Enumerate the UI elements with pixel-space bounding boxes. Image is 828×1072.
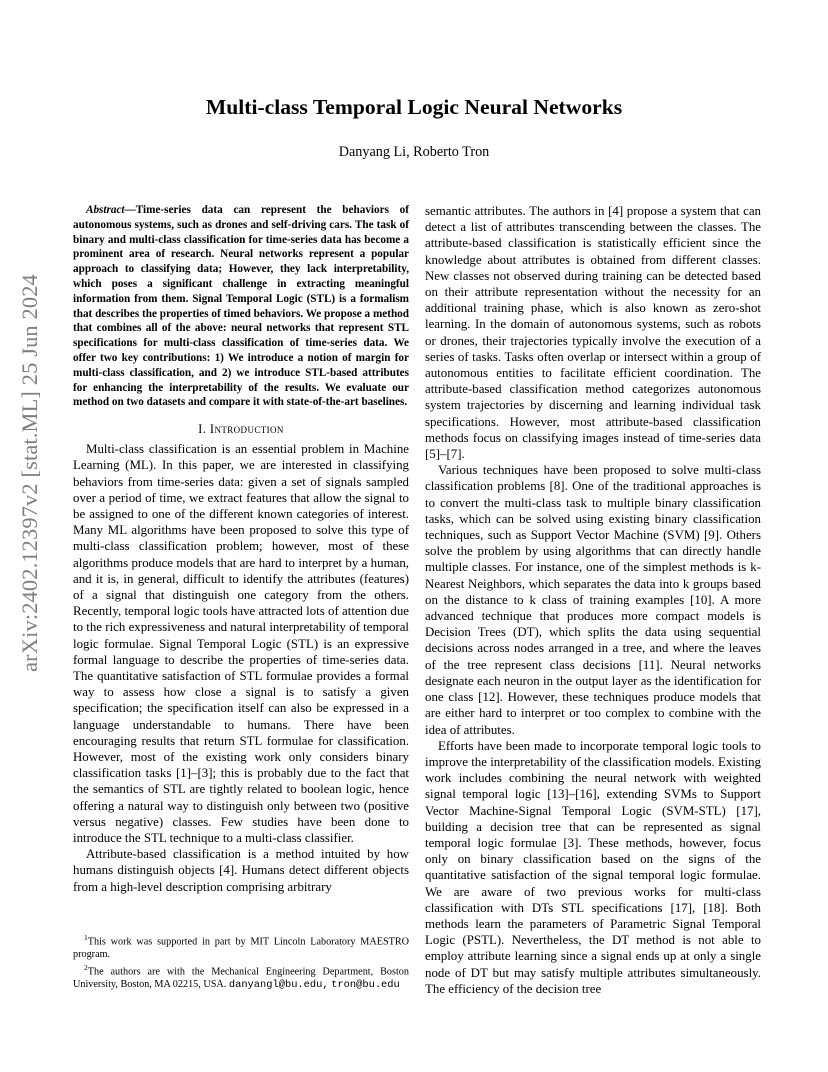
paragraph: semantic attributes. The authors in [4] propose a system that can detect a list of attributes transcending between the classes. The attribute-based classification is statistically efficient since the knowledge about attributes is obtained from different classes. New classes not observed during training can be detected based on their attribute representation without the necessity for an additional training phase, which is also known as zero-shot learning. In the domain of autonomous systems, such as robots or drones, their trajectories typically involve the execution of a series of tasks. Tasks often overlap or intersect within a group of autonomous entities to facilitate efficient coordination. The attribute-based classification method categorizes autonomous system trajectories by discerning and learning individual task specifications. However, most attribute-based classification methods focus on classifying images instead of time-series data [5]–[7]. xyxy=(425,204,761,462)
left-column xyxy=(73,203,409,895)
footnote-2 xyxy=(73,962,409,992)
footnote-mark: 2 xyxy=(84,962,88,972)
abstract-label: Abstract xyxy=(86,204,125,216)
footnote-text: This work was supported in part by MIT Lincoln Laboratory MAESTRO program. xyxy=(73,936,409,960)
paragraph: Efforts have been made to incorporate temporal logic tools to improve the interpretability of the classification models. Existing work includes combining the neural network with weighted signal temporal logic [13]–[16], extending SVMs to Support Vector Machine-Signal Temporal Logic (SVM-STL) [17], building a decision tree that can be represented as signal temporal logic formulae [3]. These methods, however, focus only on binary classification based on the signs of the quantitative satisfaction of the signal temporal logic formulae. We are aware of two previous works for multi-class classification with DTs STL specifications [17], [18]. Both methods learn the parameters of Parametric Signal Temporal Logic (PSTL). Nevertheless, the DT method is not able to employ attribute learning since a signal ends up at only a single node of DT but may satisfy multiple attributes simultaneously. The efficiency of the decision tree xyxy=(425,738,761,996)
author-email[interactable]: tron@bu.edu xyxy=(331,978,400,991)
paper-title: Multi-class Temporal Logic Neural Networks xyxy=(205,95,623,119)
section-heading-text: I. Introduction xyxy=(198,422,284,437)
abstract-dash: — xyxy=(124,204,136,216)
paragraph: Attribute-based classification is a method intuited by how humans distinguish objects [4]. Humans detect different objects from a high-level description comprising arbitrary xyxy=(73,847,409,894)
abstract xyxy=(73,203,409,410)
footnote-1 xyxy=(73,932,409,962)
arxiv-identifier-text: arXiv:2402.12397v2 [stat.ML] 25 Jun 2024 xyxy=(17,273,42,672)
footnotes xyxy=(73,932,409,991)
abstract-text: Time-series data can represent the behaviors of autonomous systems, such as drones and self-driving cars. The task of binary and multi-class classification for time-series data has become a prominent area of research. Neural networks represent a popular approach to classifying data; However, they lack interpretability, which poses a significant challenge in extracting meaningful information from them. Signal Temporal Logic (STL) is a formalism that describes the properties of timed behaviors. We propose a method that combines all of the above: neural networks that represent STL specifications for multi-class classification of time-series data. We offer two key contributions: 1) We introduce a notion of margin for multi-class classification, and 2) we introduce STL-based attributes for enhancing the interpretability of the results. We evaluate our method on two datasets and compare it with state-of-the-art baselines. xyxy=(73,204,409,409)
arxiv-identifier xyxy=(6,273,54,672)
right-column xyxy=(425,203,761,997)
paragraph: Multi-class classification is an essential problem in Machine Learning (ML). In this paper, we are interested in classifying behaviors from time-series data: given a set of signals sampled over a period of time, we extract features that allow the signal to be assigned to one of the different known categories of interest. Many ML algorithms have been proposed to solve this type of multi-class classification problem; however, most of these algorithms produce models that are hard to interpret by a human, and it is, in general, difficult to identify the attributes (features) of a signal that distinguish one category from the others. Recently, temporal logic tools have attracted lots of attention due to the rich expressiveness and natural interpretability of temporal logic formulae. Signal Temporal Logic (STL) is an expressive formal language to describe the properties of time-series data. The quantitative satisfaction of STL formulae provides a formal way to assess how close a signal is to satisfy a given specification; the specification itself can also be expressed in a language understandable to humans. There have been encouraging results that return STL formulae for classification. However, most of the existing work only considers binary classification tasks [1]–[3]; this is probably due to the fact that the semantics of STL are tightly related to boolean logic, hence offering a natural way to distinguish only between two (positive versus negative) classes. Few studies have been done to introduce the STL technique to a multi-class classifier. xyxy=(73,442,409,846)
footnote-text: The authors are with the Mechanical Engineering Department, Boston University, Boston, MA 02215, USA. xyxy=(73,965,409,990)
section-heading-introduction xyxy=(73,422,409,437)
author-email[interactable]: danyangl@bu.edu, xyxy=(228,978,329,991)
footnote-mark: 1 xyxy=(84,933,88,942)
paragraph: Various techniques have been proposed to solve multi-class classification problems [8]. One of the traditional approaches is to convert the multi-class task to multiple binary classification tasks, which can be solved using existing binary classification techniques, such as Support Vector Machine (SVM) [9]. Others solve the problem by using algorithms that can directly handle multiple classes. For instance, one of the simplest methods is k-Nearest Neighbors, which separates the data into k groups based on the distance to k class of training examples [10]. A more advanced technique that produces more compact models is Decision Trees (DT), which splits the data using sequential decisions across nodes arranged in a tree, and where the leaves of the tree represent class decisions [11]. Neural networks designate each neuron in the output layer as the identification for one class [12]. However, these techniques produce models that are either hard to interpret or too complex to combine with the idea of attributes. xyxy=(425,463,761,737)
paper-authors: Danyang Li, Roberto Tron xyxy=(338,144,490,160)
